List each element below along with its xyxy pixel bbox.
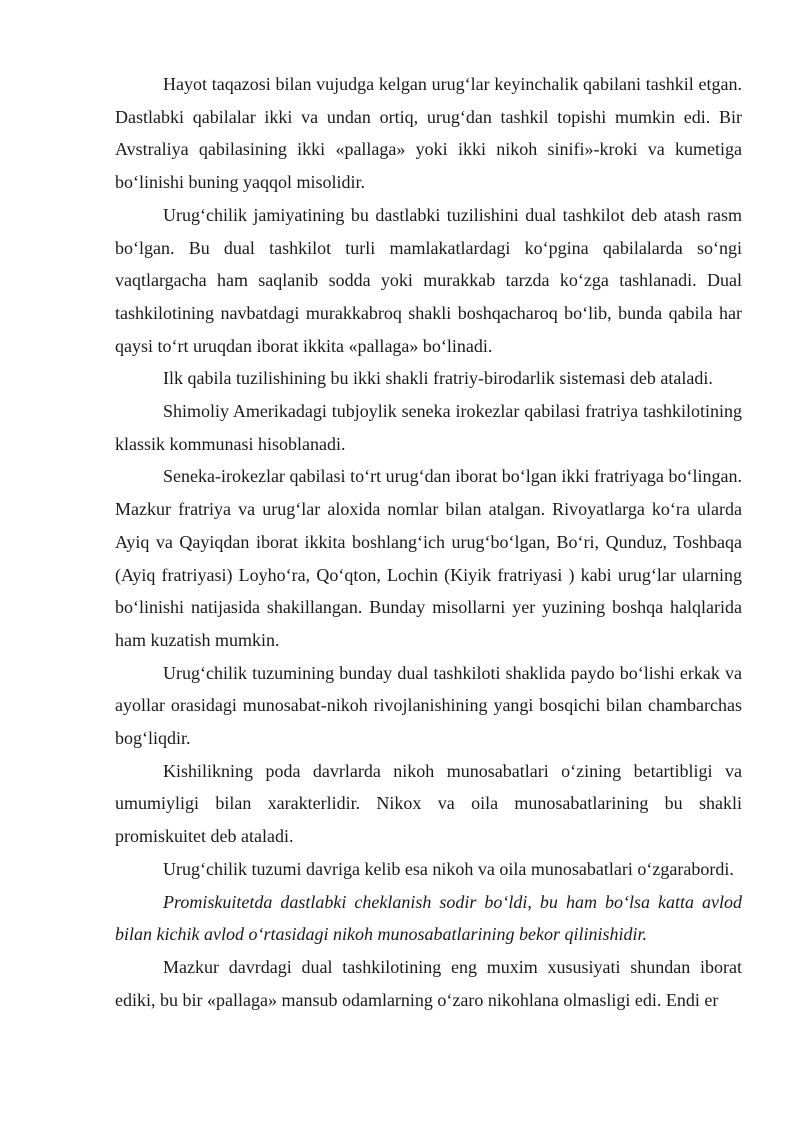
paragraph-1: Hayot taqazosi bilan vujudga kelgan urug‘lar keyinchalik qabilani tashkil etgan. Dastlabki qabilalar ikki va undan ortiq, urug‘dan tashkil topishi mumkin edi. Bir Avstraliya qabilasining ikki «pallaga» yoki ikki nikoh sinifi»-kroki va kumetiga bo‘linishi buning yaqqol misolidir. [115, 74, 742, 193]
paragraph-4: Shimoliy Amerikadagi tubjoylik seneka irokezlar qabilasi fratriya tashkilotining klassik kommunasi hisoblanadi. [115, 401, 742, 454]
paragraph-3: Ilk qabila tuzilishining bu ikki shakli fratriy-birodarlik sistemasi deb ataladi. [163, 368, 713, 389]
paragraph-6: Urug‘chilik tuzumining bunday dual tashkiloti shaklida paydo bo‘lishi erkak va ayollar orasidagi munosabat-nikoh rivojlanishining yangi bosqichi bilan chambarchas bog‘liqdir. [115, 662, 742, 749]
paragraph-10: Mazkur davrdagi dual tashkilotining eng muxim xususiyati shundan iborat ediki, bu bir «pallaga» mansub odamlarning o‘zaro nikohlana olmasligi edi. Endi er [115, 956, 742, 1010]
paragraph-5: Seneka-irokezlar qabilasi to‘rt urug‘dan iborat bo‘lgan ikki fratriyaga bo‘lingan. Mazkur fratriya va urug‘lar aloxida nomlar bilan atalgan. Rivoyatlarga ko‘ra ularda Ayiq va Qayiqdan iborat ikkita boshlang‘ich urug‘bo‘lgan, Bo‘ri, Qunduz, Toshbaqa (Ayiq fratriyasi) Loyho‘ra, Qo‘qton, Lochin (Kiyik fratriyasi ) kabi urug‘lar ularning bo‘linishi natijasida shakillangan. Bunday misollarni yer yuzining boshqa halqlarida ham kuzatish mumkin. [115, 466, 742, 650]
paragraph-9-italic: Promiskuitetda dastlabki cheklanish sodir bo‘ldi, bu ham bo‘lsa katta avlod bilan kichik avlod o‘rtasidagi nikoh munosabatlarining bekor qilinishidir. [115, 891, 742, 945]
document-page [115, 68, 742, 1016]
paragraph-8: Urug‘chilik tuzumi davriga kelib esa nikoh va oila munosabatlari o‘zgarabordi. [163, 858, 734, 879]
paragraph-2: Urug‘chilik jamiyatining bu dastlabki tuzilishini dual tashkilot deb atash rasm bo‘lgan. Bu dual tashkilot turli mamlakatlardagi ko‘pgina qabilalarda so‘ngi vaqtlargacha ham saqlanib sodda yoki murakkab tarzda ko‘zga tashlanadi. Dual tashkilotining navbatdagi murakkabroq shakli boshqacharoq bo‘lib, bunda qabila har qaysi to‘rt uruqdan iborat ikkita «pallaga» bo‘linadi. [115, 204, 742, 356]
paragraph-7: Kishilikning poda davrlarda nikoh munosabatlari o‘zining betartibligi va umumiyligi bilan xarakterlidir. Nikox va oila munosabatlarining bu shakli promiskuitet deb ataladi. [115, 760, 742, 847]
